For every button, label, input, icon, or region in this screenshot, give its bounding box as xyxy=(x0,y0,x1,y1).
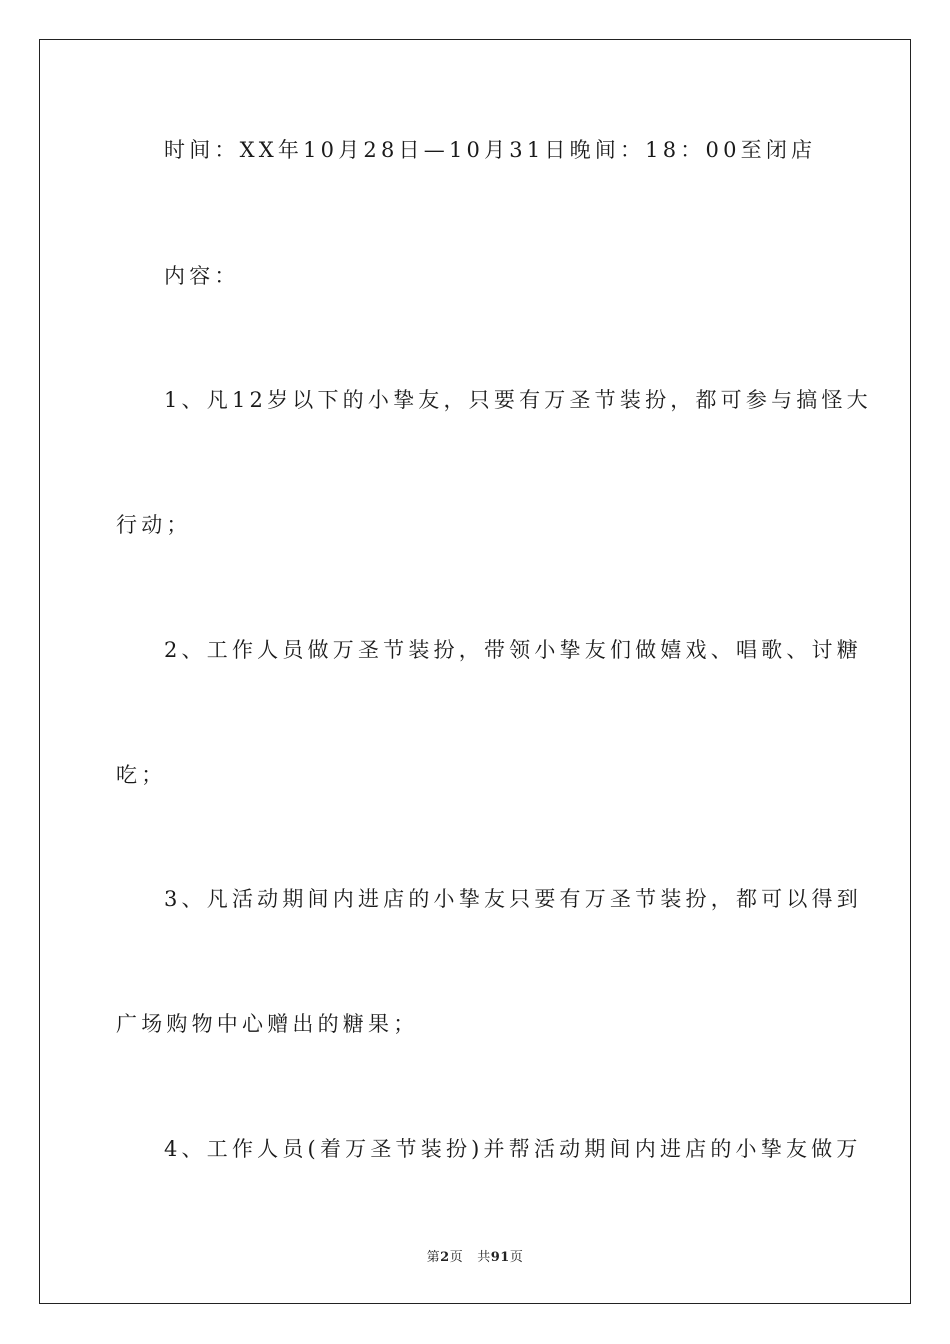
item-1-line-2: 行动； xyxy=(116,513,192,537)
page-prefix: 第 xyxy=(426,1250,441,1265)
item-2-line-1: 2、工作人员做万圣节装扮，带领小挚友们做嬉戏、唱歌、讨糖 xyxy=(164,638,862,662)
item-4-line-1: 4、工作人员(着万圣节装扮)并帮活动期间内进店的小挚友做万 xyxy=(164,1137,862,1161)
item-1-line-1: 1、凡12岁以下的小挚友，只要有万圣节装扮，都可参与搞怪大 xyxy=(164,388,872,412)
page-border xyxy=(39,39,911,1304)
page-suffix: 页 xyxy=(449,1250,464,1265)
item-2-line-2: 吃； xyxy=(116,763,167,787)
item-3-line-1: 3、凡活动期间内进店的小挚友只要有万圣节装扮，都可以得到 xyxy=(164,887,862,911)
total-prefix: 共 xyxy=(477,1250,491,1265)
content-heading: 内容： xyxy=(164,264,240,288)
item-3-line-2: 广场购物中心赠出的糖果； xyxy=(116,1012,419,1036)
total-suffix: 页 xyxy=(509,1250,524,1265)
total-pages: 91 xyxy=(490,1250,510,1265)
page-number: 2 xyxy=(440,1250,450,1265)
schedule-line: 时间：XX年10月28日—10月31日晚间：18：00至闭店 xyxy=(164,138,817,162)
page-footer xyxy=(0,1246,950,1265)
